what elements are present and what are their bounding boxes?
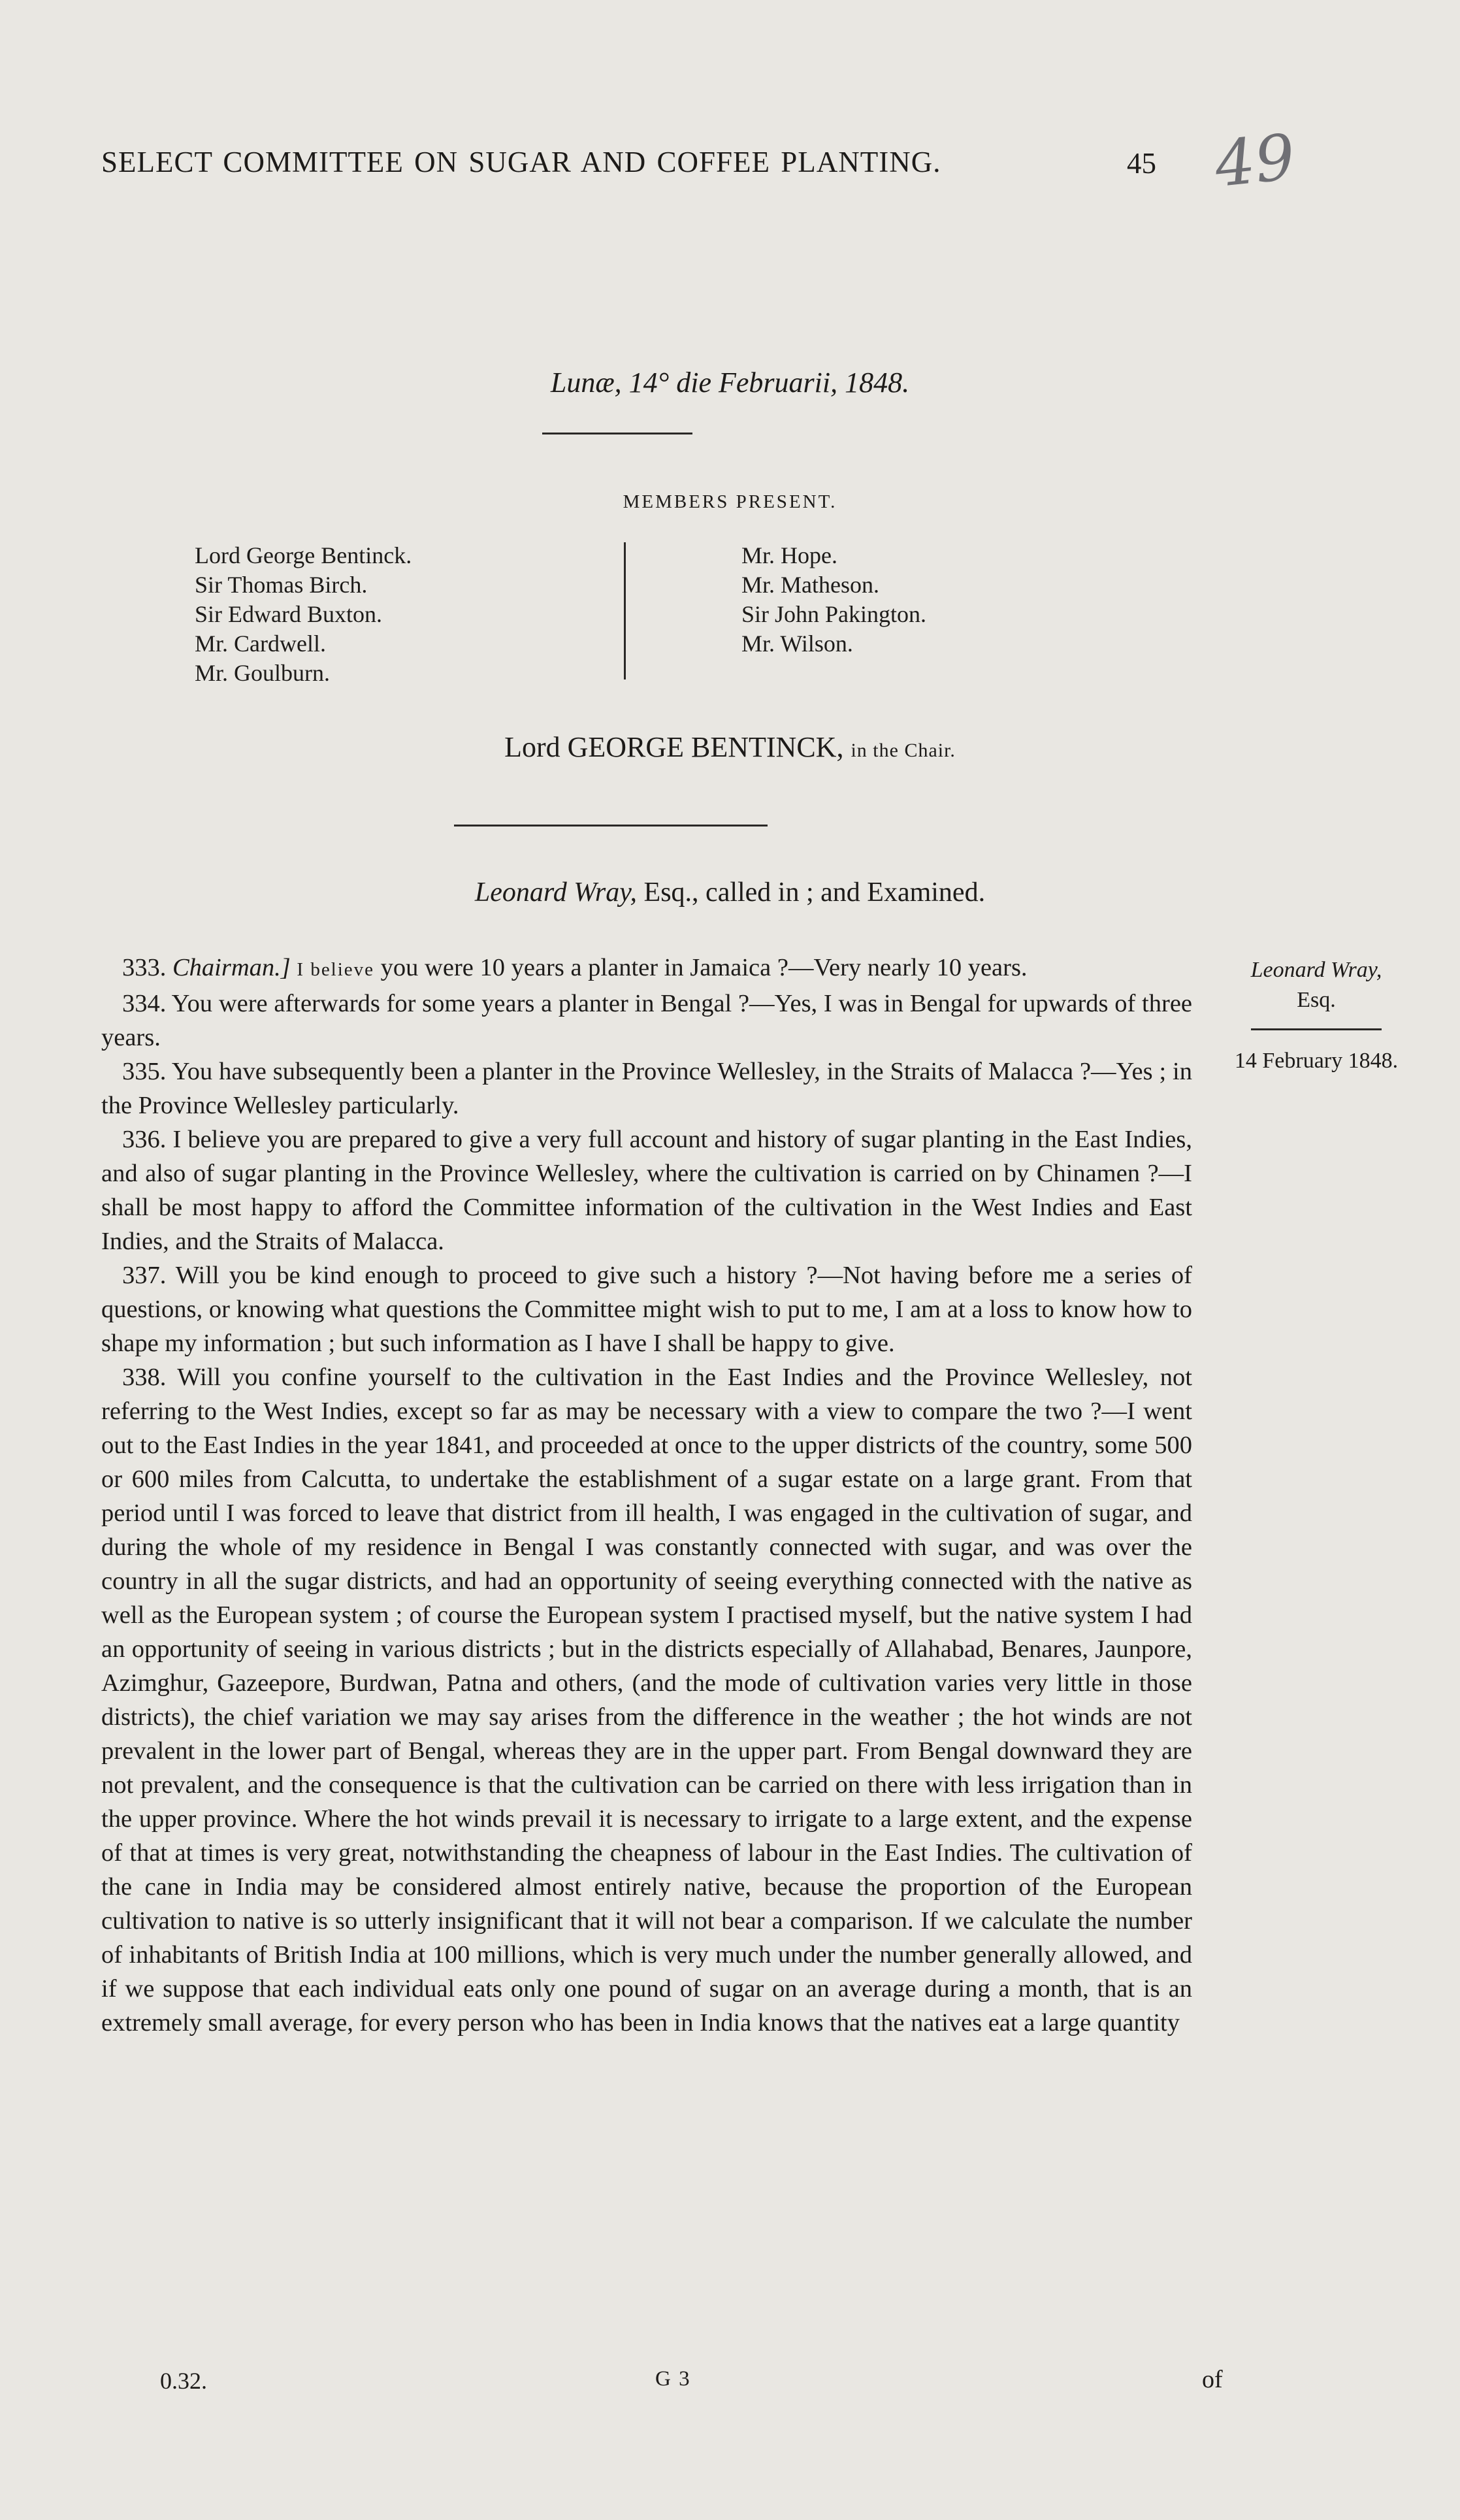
session-dateline: Lunæ, 14° die Februarii, 1848. <box>550 367 910 399</box>
member-name: Sir John Pakington. <box>741 601 927 627</box>
chair-suffix: in the Chair. <box>851 740 956 761</box>
rule-under-date <box>542 433 692 434</box>
margin-rule <box>1251 1028 1382 1030</box>
question-number: 333. <box>122 954 167 981</box>
question-paragraph <box>101 987 1192 1055</box>
question-number: 338. <box>122 1364 167 1391</box>
question-text: I believe you are prepared to give a very full account and history of sugar planting in the East Indies, and also of sugar planting in the Province Wellesley, where the cultivation is carried on by Chinamen ?—I shall be most happy to afford the Committee information of the cultivation in the West Indies and East Indies, and the Straits of Malacca. <box>101 1126 1192 1255</box>
chair-line <box>0 730 1460 764</box>
member-name: Mr. Cardwell. <box>195 630 326 657</box>
members-list-right <box>741 541 926 659</box>
question-paragraph <box>101 1258 1192 1360</box>
question-text: You were afterwards for some years a planter in Bengal ?—Yes, I was in Bengal for upwards of three years. <box>101 990 1192 1051</box>
question-number: 334. <box>122 990 167 1017</box>
footer-signature-mark: G 3 <box>655 2367 691 2391</box>
member-name: Sir Thomas Birch. <box>195 572 368 598</box>
member-name: Lord George Bentinck. <box>195 542 412 568</box>
question-paragraph <box>101 1122 1192 1258</box>
member-name: Mr. Goulburn. <box>195 660 330 686</box>
running-head: SELECT COMMITTEE ON SUGAR AND COFFEE PLANTING. <box>101 146 941 178</box>
question-paragraph <box>101 1360 1192 2040</box>
footer-paper-number: 0.32. <box>160 2368 207 2394</box>
question-text: You have subsequently been a planter in the Province Wellesley, in the Straits of Malacca ?—Yes ; in the Province Wellesley particularly. <box>101 1058 1192 1119</box>
question-paragraph <box>101 951 1192 987</box>
member-name: Mr. Hope. <box>741 542 837 568</box>
testimony-body <box>101 951 1192 2040</box>
page-number: 45 <box>1127 147 1156 180</box>
question-text: Will you confine yourself to the cultivation in the East Indies and the Province Wellesley, not referring to the West Indies, except so far as may be necessary with a view to compare the two ?—I went out to the East Indies in the year 1841, and proceeded at once to the upper districts of the country, some 500 or 600 miles from Calcutta, to undertake the establishment of a sugar estate on a large grant. From that period until I was forced to leave that district from ill health, I was engaged in the cultivation of sugar, and during the whole of my residence in Bengal I was constantly connected with sugar, and was over the country in all the sugar districts, and had an opportunity of seeing everything connected with the native as well as the European system ; of course the European system I practised myself, but the native system I had an opportunity of seeing in various districts ; but in the districts especially of Allahabad, Benares, Jaunpore, Azimghur, Gazeepore, Burdwan, Patna and others, (and the mode of cultivation varies very little in those districts), the chief variation we may say arises from the difference in the weather ; the hot winds are not prevalent in the lower part of Bengal, whereas they are in the upper part. From Bengal downward they are not prevalent, and the consequence is that the cultivation can be carried on there with less irrigation than in the upper province. Where the hot winds prevail it is necessary to irrigate to a large extent, and the expense of that at times is very great, notwithstanding the cheapness of labour in the East Indies. The cultivation of the cane in India may be considered almost entirely native, because the proportion of the European cultivation to native is so utterly insignificant that it will not bear a comparison. If we calculate the number of inhabitants of British India at 100 millions, which is very much under the number generally allowed, and if we suppose that each individual eats only one pound of sugar on an average during a month, that is an extremely small average, for every person who has been in India knows that the natives eat a large quantity <box>101 1364 1192 2037</box>
question-paragraph <box>101 1055 1192 1122</box>
question-lead-words: I believe <box>297 959 375 980</box>
witness-name: Leonard Wray, <box>474 877 638 908</box>
question-number: 336. <box>122 1126 167 1153</box>
witness-line <box>0 877 1460 908</box>
member-name: Sir Edward Buxton. <box>195 601 382 627</box>
members-present-heading: MEMBERS PRESENT. <box>623 491 837 512</box>
question-text: Will you be kind enough to proceed to give such a history ?—Not having before me a series of questions, or knowing what questions the Committee might wish to put to me, I am at a loss to know how to shape my information ; but such information as I have I shall be happy to give. <box>101 1262 1192 1357</box>
members-list-left <box>195 541 412 688</box>
question-speaker: Chairman.] <box>172 954 291 981</box>
member-name: Mr. Wilson. <box>741 630 853 657</box>
margin-witness-name: Leonard Wray, <box>1250 958 1382 982</box>
member-name: Mr. Matheson. <box>741 572 879 598</box>
margin-note <box>1218 955 1414 1076</box>
question-text: you were 10 years a planter in Jamaica ?—Very nearly 10 years. <box>380 954 1028 981</box>
catchword: of <box>1202 2366 1223 2393</box>
question-number: 335. <box>122 1058 167 1085</box>
members-divider <box>624 542 626 679</box>
question-number: 337. <box>122 1262 167 1289</box>
chair-name: GEORGE BENTINCK, <box>567 731 844 763</box>
rule-under-chair <box>454 825 768 826</box>
margin-date: 14 February 1848. <box>1234 1049 1399 1073</box>
witness-rest: Esq., called in ; and Examined. <box>643 877 986 908</box>
chair-title-prefix: Lord <box>504 731 560 763</box>
margin-witness-title: Esq. <box>1297 988 1336 1012</box>
handwritten-folio-number: 49 <box>1211 120 1299 202</box>
